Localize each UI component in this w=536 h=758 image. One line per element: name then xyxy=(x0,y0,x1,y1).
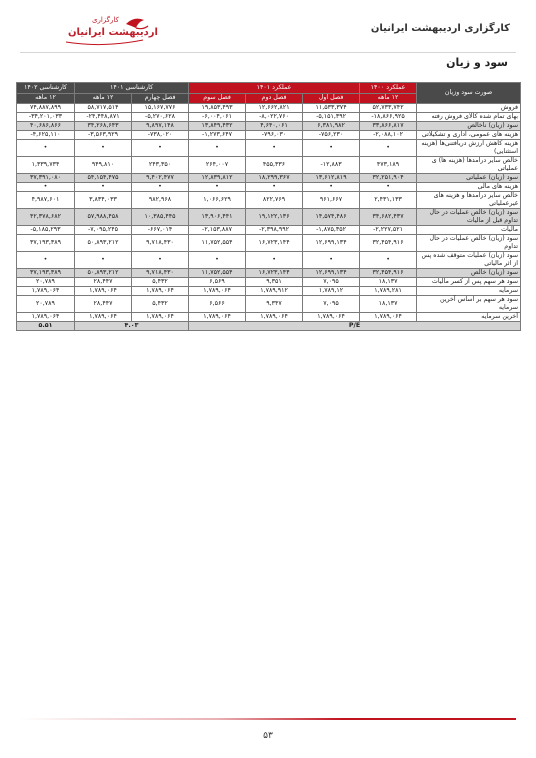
column-subheader: فصل دوم xyxy=(246,93,303,104)
table-cell: ۳۷,۱۹۳,۳۸۹ xyxy=(17,235,75,252)
table-cell: ۲۴,۴۴۸,۸۷۱- xyxy=(75,113,132,122)
table-cell: ۱,۷۸۹,۲۸۱ xyxy=(360,287,417,296)
table-row xyxy=(17,192,521,209)
table-cell: ۹۴۹,۸۱۰ xyxy=(75,157,132,174)
table-row xyxy=(17,278,521,287)
table-cell: ۱۳,۶۱۲,۸۱۹ xyxy=(303,174,360,183)
table-cell: ۱۵,۱۶۷,۷۷۶ xyxy=(132,104,189,113)
table-cell: ۵,۱۵۱,۳۹۲- xyxy=(303,113,360,122)
page-number: ۵۳ xyxy=(263,731,273,741)
table-cell: ۵۰,۸۹۳,۲۱۲ xyxy=(75,235,132,252)
column-subheader: ۱۲ ماهه xyxy=(75,93,132,104)
table-cell: • xyxy=(75,252,132,269)
row-label: سود (زیان) عملیاتی xyxy=(417,174,521,183)
table-cell: ۵۴,۱۵۴,۴۷۵ xyxy=(75,174,132,183)
income-statement-table xyxy=(16,82,521,331)
table-cell: ۱۸,۱۳۷ xyxy=(360,278,417,287)
table-cell: ۱,۷۸۹,۰۶۴ xyxy=(75,287,132,296)
table-cell: ۵,۴۳۲ xyxy=(132,296,189,313)
table-cell: ۱,۷۸۹,۰۶۴ xyxy=(75,313,132,322)
table-cell: ۷۴,۸۸۷,۸۹۹ xyxy=(17,104,75,113)
row-label: سود (زیان) خالص xyxy=(417,269,521,278)
table-cell: • xyxy=(189,140,246,157)
table-cell: ۱۹,۱۲۲,۱۳۶ xyxy=(246,209,303,226)
column-group-header: کارشناسی ۱۴۰۲ xyxy=(17,83,75,94)
table-cell: ۳۴,۶۸۲,۴۳۷ xyxy=(360,209,417,226)
row-label: خالص سایر درامدها (هزینه ها) ی عملیاتی xyxy=(417,157,521,174)
table-cell: ۳۲,۴۵۴,۹۱۶ xyxy=(360,235,417,252)
table-cell: ۳۷,۳۹۱,۰۸۰ xyxy=(17,174,75,183)
table-cell: ۷۵۶,۲۳۰- xyxy=(303,131,360,140)
row-label: هزینه های مالی xyxy=(417,183,521,192)
table-row xyxy=(17,209,521,226)
logo-small-text: کارگزاری xyxy=(92,16,119,24)
header-title: کارگزاری اردیبهشت ایرانیان xyxy=(370,23,510,34)
table-cell: ۳,۸۳۴,۰۳۳ xyxy=(75,192,132,209)
table-cell: ۵۸,۷۱۷,۵۱۴ xyxy=(75,104,132,113)
row-label: بهای تمام شده کالای فروش رفته xyxy=(417,113,521,122)
table-cell: • xyxy=(132,183,189,192)
table-cell: ۵۲,۷۳۳,۷۴۲ xyxy=(360,104,417,113)
table-cell: ۹,۴۰۲,۴۷۷ xyxy=(132,174,189,183)
table-cell: ۵,۱۸۵,۲۹۳- xyxy=(17,226,75,235)
company-logo xyxy=(48,12,158,50)
table-cell: ۱۲,۶۹۹,۱۳۴ xyxy=(303,269,360,278)
table-cell: • xyxy=(75,140,132,157)
table-cell: ۶۶۷,۰۱۴- xyxy=(132,226,189,235)
table-cell: ۱,۷۸۹,۰۶۴ xyxy=(17,313,75,322)
table-cell: ۴۲,۳۷۸,۶۸۲ xyxy=(17,209,75,226)
table-cell: ۱,۷۸۹,۹۱۲ xyxy=(246,287,303,296)
table-cell: ۵,۴۳۲ xyxy=(132,278,189,287)
table-cell: ۳۲,۴۵۴,۹۱۶ xyxy=(360,269,417,278)
column-group-header: عملکرد ۱۴۰۰ xyxy=(360,83,417,94)
table-cell: ۶,۵۶۹ xyxy=(189,278,246,287)
table-cell: ۱,۷۸۹,۱۲ xyxy=(303,287,360,296)
table-cell: ۴۵۵,۳۳۶ xyxy=(246,157,303,174)
row-label: سود هر سهم بر اساس آخرین سرمایه xyxy=(417,296,521,313)
table-cell: ۶,۳۸۱,۹۸۲ xyxy=(303,122,360,131)
table-cell: ۱۶,۷۲۳,۱۴۴ xyxy=(246,269,303,278)
table-cell: • xyxy=(246,140,303,157)
logo-company-name: اردیبهشت ایرانیان xyxy=(68,27,158,38)
pe-value-1401: ۴.۰۳ xyxy=(75,322,189,331)
table-cell: ۵۷,۹۸۸,۴۵۸ xyxy=(75,209,132,226)
table-cell: • xyxy=(132,252,189,269)
table-cell: ۱,۷۸۹,۰۶۴ xyxy=(246,313,303,322)
table-cell: ۴۷۳,۱۸۹ xyxy=(360,157,417,174)
column-group-header: عملکرد ۱۴۰۱ xyxy=(189,83,360,94)
row-label: سرمایه xyxy=(417,287,521,296)
table-cell: ۹۶۱,۶۶۷ xyxy=(303,192,360,209)
table-row xyxy=(17,183,521,192)
table-cell: ۱۱,۵۳۳,۳۷۴ xyxy=(303,104,360,113)
table-cell: ۱,۲۷۳,۶۴۷- xyxy=(189,131,246,140)
table-cell: ۴۰,۶۸۶,۸۶۶ xyxy=(17,122,75,131)
table-cell: ۵,۲۷۰,۶۲۸- xyxy=(132,113,189,122)
table-cell: ۱۸,۲۹۹,۳۶۷ xyxy=(246,174,303,183)
table-row xyxy=(17,313,521,322)
row-label: هزینه کاهش ارزش دریافتنی‌ها (هزینه استثنایی) xyxy=(417,140,521,157)
table-cell: ۲,۱۵۳,۸۸۷- xyxy=(189,226,246,235)
pe-value-1402: ۵.۵۱ xyxy=(17,322,75,331)
table-cell: ۲۰,۷۸۹ xyxy=(17,296,75,313)
table-cell: ۲۰,۷۸۹ xyxy=(17,278,75,287)
table-row xyxy=(17,269,521,278)
table-cell: ۱,۷۸۹,۰۶۴ xyxy=(360,313,417,322)
table-cell: • xyxy=(360,140,417,157)
row-label: هزینه های عمومی، اداری و تشکیلاتی xyxy=(417,131,521,140)
row-label: مالیات xyxy=(417,226,521,235)
table-cell: ۳,۵۶۳,۹۲۹- xyxy=(75,131,132,140)
table-row xyxy=(17,104,521,113)
table-cell: ۲,۳۹۸,۹۹۲- xyxy=(246,226,303,235)
column-subheader: ۱۲ ماهه xyxy=(17,93,75,104)
table-cell: • xyxy=(360,183,417,192)
table-cell: ۱,۰۶۶,۶۲۹ xyxy=(189,192,246,209)
table-cell: • xyxy=(17,252,75,269)
table-cell: ۱,۷۸۹,۰۶۴ xyxy=(189,313,246,322)
table-cell: ۱۴,۵۷۴,۴۸۶ xyxy=(303,209,360,226)
table-cell: ۷,۰۹۵,۲۴۵- xyxy=(75,226,132,235)
table-row xyxy=(17,287,521,296)
row-label: خالص سایر درامدها و هزینه های غیرعملیاتی xyxy=(417,192,521,209)
table-cell: ۱۲,۸۳۹,۸۱۲ xyxy=(189,174,246,183)
column-subheader: فصل سوم xyxy=(189,93,246,104)
table-cell: ۳۴,۲۶۸,۶۴۳ xyxy=(75,122,132,131)
table-cell: ۲۸,۴۴۷ xyxy=(75,278,132,287)
table-cell: ۱,۳۳۹,۷۳۴ xyxy=(17,157,75,174)
table-cell: • xyxy=(360,252,417,269)
pe-row xyxy=(17,322,521,331)
row-label: فروش xyxy=(417,104,521,113)
table-cell: ۷,۰۹۵ xyxy=(303,278,360,287)
table-cell: ۷,۰۹۵ xyxy=(303,296,360,313)
table-row xyxy=(17,226,521,235)
table-cell: ۱۸,۱۳۷ xyxy=(360,296,417,313)
table-cell: ۹,۳۵۱ xyxy=(246,278,303,287)
table-row xyxy=(17,174,521,183)
row-label: سود (زیان) ناخالص xyxy=(417,122,521,131)
table-cell: ۲,۴۳۱,۱۳۳ xyxy=(360,192,417,209)
table-cell: ۳۷,۱۹۳,۳۸۹ xyxy=(17,269,75,278)
table-cell: ۳۳,۸۶۶,۸۱۷ xyxy=(360,122,417,131)
row-label: سود (زیان) عملیات متوقف شده پس از اثر مالیاتی xyxy=(417,252,521,269)
table-cell: ۲۴۳,۳۵۰ xyxy=(132,157,189,174)
table-cell: ۲۶۴,۰۰۷ xyxy=(189,157,246,174)
table-cell: • xyxy=(246,252,303,269)
table-cell: ۴,۹۸۷,۶۰۱ xyxy=(17,192,75,209)
table-row xyxy=(17,131,521,140)
table-cell: ۲,۲۲۷,۵۲۱- xyxy=(360,226,417,235)
row-label: آخرین سرمایه xyxy=(417,313,521,322)
table-cell: ۱,۷۸۹,۰۶۴ xyxy=(189,287,246,296)
table-cell: ۱,۷۸۹,۰۶۴ xyxy=(132,313,189,322)
table-cell: ۶,۰۰۴,۰۶۱- xyxy=(189,113,246,122)
table-cell: • xyxy=(303,252,360,269)
table-cell: ۹,۳۴۷ xyxy=(246,296,303,313)
table-cell: ۸,۰۲۲,۷۶۰- xyxy=(246,113,303,122)
table-cell: ۳۲,۲۵۱,۹۰۴ xyxy=(360,174,417,183)
header-divider xyxy=(20,52,516,53)
table-cell: ۱۲,۶۶۲,۸۲۱ xyxy=(246,104,303,113)
table-cell: ۹,۸۹۷,۱۴۸ xyxy=(132,122,189,131)
table-cell: ۱,۷۸۹,۰۶۴ xyxy=(132,287,189,296)
table-cell: • xyxy=(303,140,360,157)
table-cell: ۱,۷۸۹,۰۶۴ xyxy=(17,287,75,296)
table-cell: ۱۱,۷۵۲,۵۵۴ xyxy=(189,269,246,278)
table-cell: ۹۸۲,۹۶۸ xyxy=(132,192,189,209)
table-cell: ۱۲,۶۹۹,۱۳۴ xyxy=(303,235,360,252)
table-cell: ۲,۰۸۸,۱۰۲- xyxy=(360,131,417,140)
page-header xyxy=(20,8,516,52)
column-subheader: فصل اول xyxy=(303,93,360,104)
table-cell: • xyxy=(246,183,303,192)
table-cell: ۳۴,۲۰۱,۰۳۳- xyxy=(17,113,75,122)
section-title: سود و زیان xyxy=(446,56,508,69)
table-row xyxy=(17,252,521,269)
table-cell: ۷۳۸,۰۲۰- xyxy=(132,131,189,140)
table-row xyxy=(17,235,521,252)
table-cell: ۱۳,۸۴۹,۴۳۲ xyxy=(189,122,246,131)
table-row xyxy=(17,140,521,157)
table-cell: ۱۹,۸۵۳,۴۹۳ xyxy=(189,104,246,113)
table-cell: • xyxy=(17,183,75,192)
column-group-header: کارشناسی ۱۴۰۱ xyxy=(75,83,189,94)
table-cell: • xyxy=(132,140,189,157)
table-cell: ۱۰,۳۸۵,۴۴۵ xyxy=(132,209,189,226)
table-cell: • xyxy=(189,183,246,192)
table-cell: ۱۱,۷۵۲,۵۵۴ xyxy=(189,235,246,252)
column-header-statement: صورت سود وزیان xyxy=(417,83,521,104)
table-header-row xyxy=(17,83,521,94)
table-row xyxy=(17,296,521,313)
table-cell: ۹,۷۱۸,۴۳۰ xyxy=(132,235,189,252)
table-cell: ۱,۷۸۹,۰۶۴ xyxy=(303,313,360,322)
footer-divider xyxy=(20,718,516,720)
column-subheader: ۱۲ ماهه xyxy=(360,93,417,104)
table-cell: ۱۶,۷۲۳,۱۴۴ xyxy=(246,235,303,252)
table-cell: ۱۳,۹۰۶,۴۴۱ xyxy=(189,209,246,226)
table-cell: ۱,۸۷۵,۳۵۲- xyxy=(303,226,360,235)
table-row xyxy=(17,157,521,174)
table-cell: • xyxy=(17,140,75,157)
table-cell: ۵۰,۸۹۳,۲۱۲ xyxy=(75,269,132,278)
table-row xyxy=(17,122,521,131)
table-row xyxy=(17,113,521,122)
table-cell: ۸۲۲,۷۶۹ xyxy=(246,192,303,209)
table-cell: ۴,۶۲۵,۱۱۰- xyxy=(17,131,75,140)
table-cell: • xyxy=(75,183,132,192)
table-cell: ۱۲,۸۸۳- xyxy=(303,157,360,174)
table-cell: ۷۹۶,۰۳۰- xyxy=(246,131,303,140)
table-cell: ۱۸,۸۶۶,۹۲۵- xyxy=(360,113,417,122)
table-cell: ۹,۷۱۸,۴۳۰ xyxy=(132,269,189,278)
row-label: سود (زیان) خالص عملیات در حال تداوم قبل از مالیات xyxy=(417,209,521,226)
table-cell: ۴,۶۴۰,۰۶۱ xyxy=(246,122,303,131)
table-cell: ۲۸,۴۴۷ xyxy=(75,296,132,313)
table-cell: ۶,۵۶۶ xyxy=(189,296,246,313)
row-label: سود (زیان) خالص عملیات در حال تداوم xyxy=(417,235,521,252)
column-subheader: فصل چهارم xyxy=(132,93,189,104)
table-cell: • xyxy=(189,252,246,269)
table-cell: • xyxy=(303,183,360,192)
pe-label: P/E xyxy=(189,322,521,331)
row-label: سود هر سهم پس از کسر مالیات xyxy=(417,278,521,287)
